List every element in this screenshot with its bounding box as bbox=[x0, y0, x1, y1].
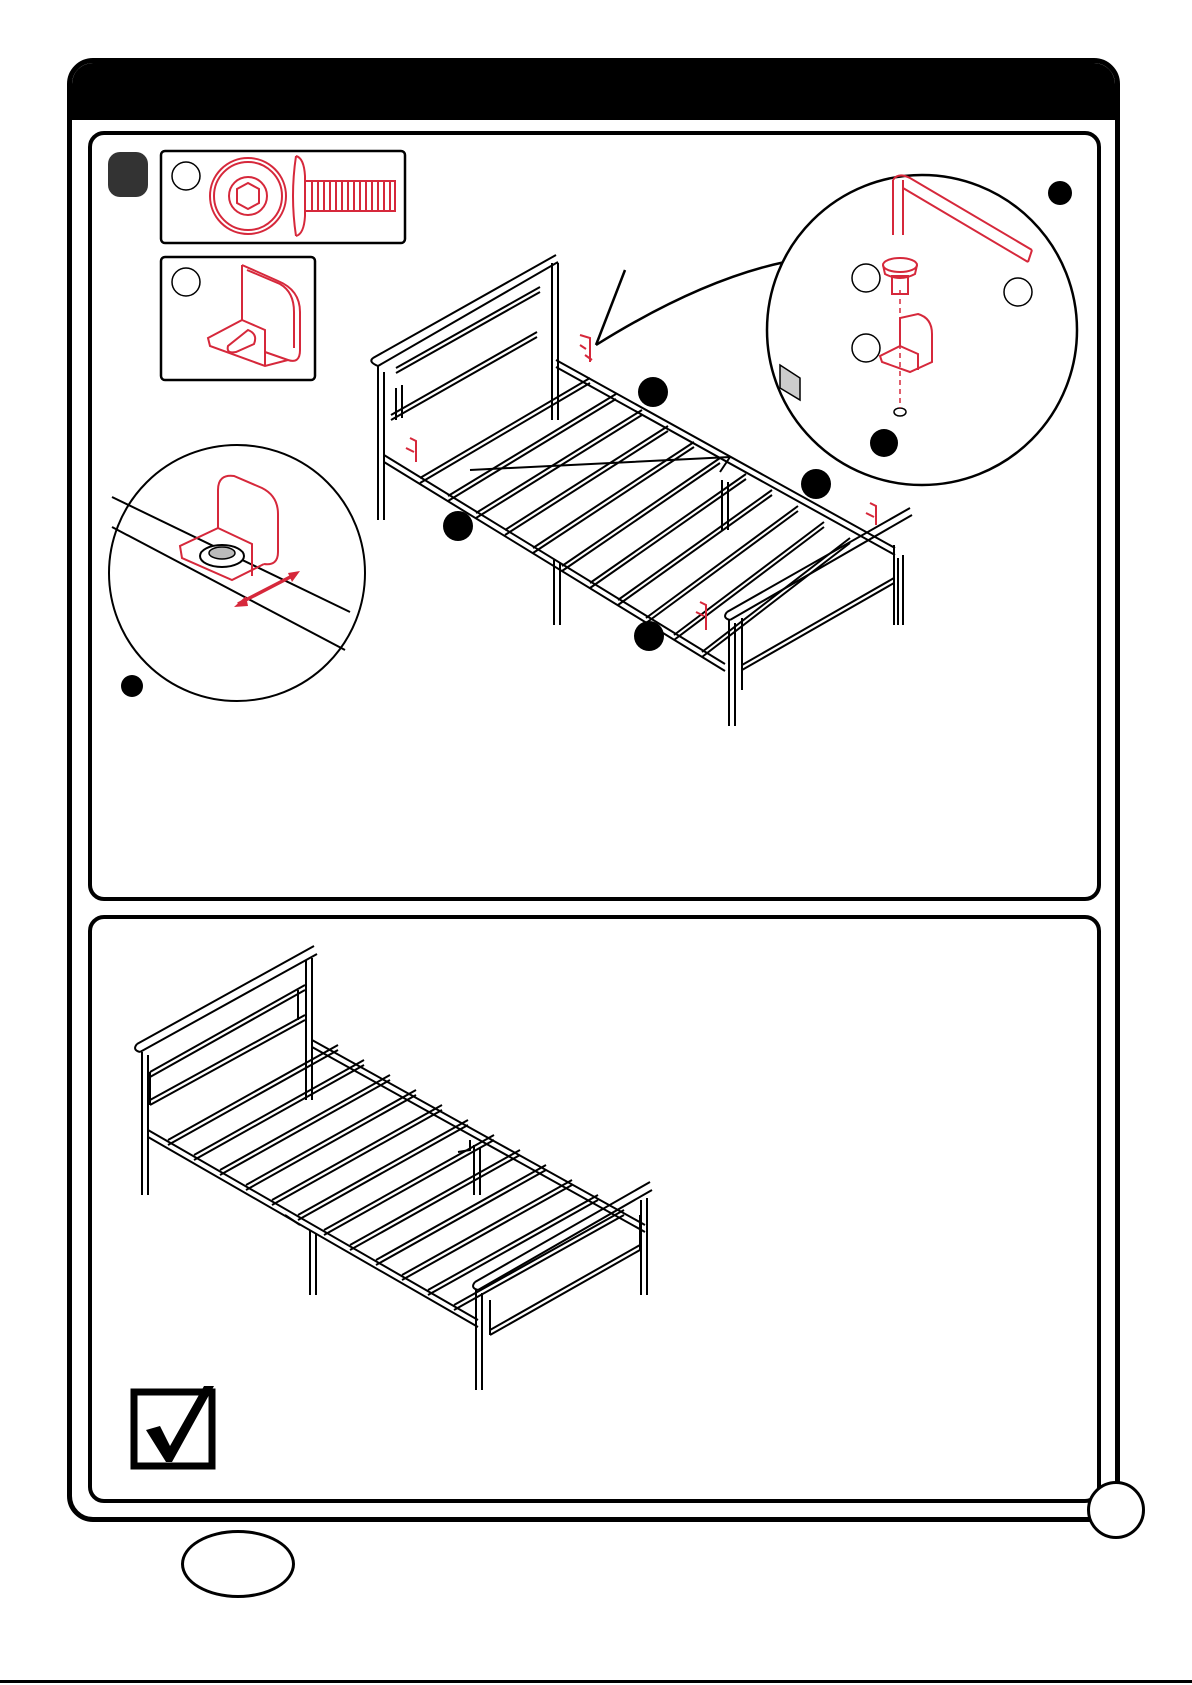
page-number-circle bbox=[1087, 1481, 1145, 1539]
checkmark-icon bbox=[130, 1382, 218, 1470]
footer-oval bbox=[181, 1530, 295, 1598]
footer-rule bbox=[0, 1680, 1192, 1683]
